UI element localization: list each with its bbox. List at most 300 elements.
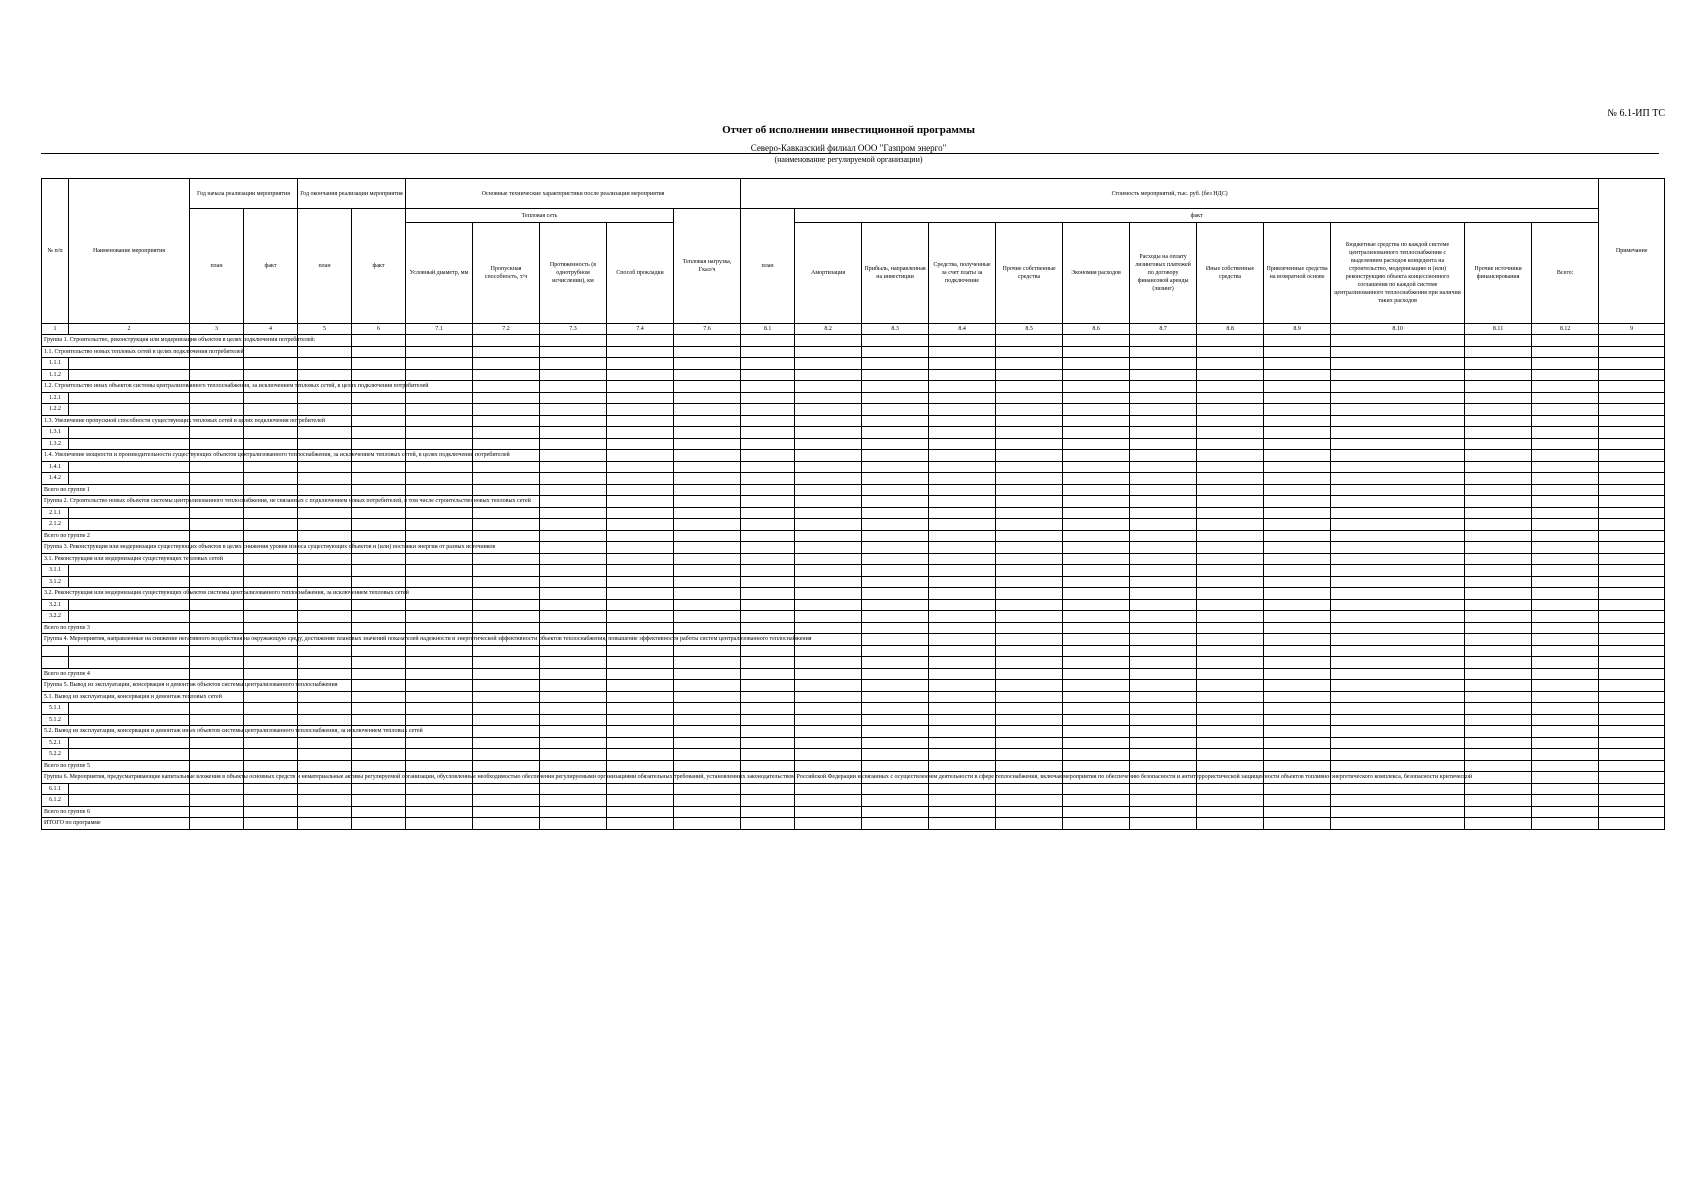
table-cell xyxy=(473,645,540,657)
header-end-plan: план xyxy=(298,209,352,324)
table-cell xyxy=(1130,427,1197,439)
table-cell xyxy=(1331,634,1465,646)
table-cell xyxy=(741,795,795,807)
table-cell xyxy=(741,461,795,473)
table-cell xyxy=(862,473,929,485)
table-cell xyxy=(244,473,298,485)
table-cell xyxy=(1465,749,1532,761)
table-row xyxy=(42,714,1665,726)
section-title: 3.1. Реконструкция или модернизация существующих тепловых сетей xyxy=(42,553,190,565)
table-cell xyxy=(190,714,244,726)
table-cell xyxy=(929,358,996,370)
total-label: Всего по группе 3 xyxy=(42,622,190,634)
table-cell xyxy=(1331,542,1465,554)
table-cell xyxy=(607,542,674,554)
table-cell xyxy=(1264,806,1331,818)
table-cell xyxy=(1130,760,1197,772)
table-cell xyxy=(1130,680,1197,692)
column-number: 8.12 xyxy=(1532,324,1599,335)
table-cell xyxy=(190,806,244,818)
table-cell xyxy=(862,726,929,738)
table-cell xyxy=(1532,726,1599,738)
table-cell xyxy=(741,737,795,749)
table-cell xyxy=(1264,795,1331,807)
table-cell xyxy=(1264,369,1331,381)
table-cell xyxy=(1599,369,1665,381)
table-cell xyxy=(862,542,929,554)
organization-caption: (наименование регулируемой организации) xyxy=(774,155,923,164)
table-cell xyxy=(1599,415,1665,427)
table-cell xyxy=(607,473,674,485)
table-cell xyxy=(1197,346,1264,358)
table-cell xyxy=(406,818,473,830)
table-cell xyxy=(996,691,1063,703)
investment-report-table xyxy=(41,178,1665,830)
table-cell xyxy=(1130,461,1197,473)
table-cell xyxy=(1599,553,1665,565)
table-cell xyxy=(1532,680,1599,692)
table-cell xyxy=(190,668,244,680)
table-cell xyxy=(862,576,929,588)
table-cell xyxy=(1130,438,1197,450)
table-cell xyxy=(298,691,352,703)
table-cell xyxy=(406,404,473,416)
table-cell xyxy=(1264,599,1331,611)
table-cell xyxy=(1130,542,1197,554)
table-cell xyxy=(1331,335,1465,347)
table-cell xyxy=(996,818,1063,830)
header-name: Наименование мероприятия xyxy=(69,179,190,324)
table-cell xyxy=(244,703,298,715)
table-cell xyxy=(1197,783,1264,795)
table-cell xyxy=(607,783,674,795)
table-cell xyxy=(1063,645,1130,657)
table-cell xyxy=(1063,599,1130,611)
table-cell xyxy=(352,657,406,669)
table-cell xyxy=(1063,691,1130,703)
table-cell xyxy=(1599,530,1665,542)
table-cell xyxy=(1465,519,1532,531)
table-cell xyxy=(1264,335,1331,347)
table-cell xyxy=(298,392,352,404)
table-cell xyxy=(795,657,862,669)
table-cell xyxy=(69,599,190,611)
table-cell xyxy=(1599,576,1665,588)
table-cell xyxy=(1130,622,1197,634)
table-cell xyxy=(540,461,607,473)
table-cell xyxy=(1063,760,1130,772)
table-cell xyxy=(1063,346,1130,358)
table-cell xyxy=(996,806,1063,818)
table-cell xyxy=(540,473,607,485)
table-cell xyxy=(1331,657,1465,669)
column-number: 8.1 xyxy=(741,324,795,335)
table-cell xyxy=(1532,542,1599,554)
table-cell xyxy=(352,818,406,830)
table-cell xyxy=(929,657,996,669)
table-cell xyxy=(1599,381,1665,393)
table-cell xyxy=(674,576,741,588)
table-cell xyxy=(352,415,406,427)
table-cell xyxy=(1532,473,1599,485)
table-cell xyxy=(473,611,540,623)
table-cell xyxy=(298,599,352,611)
table-cell xyxy=(540,599,607,611)
table-cell xyxy=(996,645,1063,657)
table-cell xyxy=(69,576,190,588)
table-cell xyxy=(1130,703,1197,715)
header-diameter: Условный диаметр, мм xyxy=(406,223,473,324)
table-cell xyxy=(795,680,862,692)
table-cell xyxy=(674,599,741,611)
table-cell xyxy=(674,680,741,692)
table-cell xyxy=(1331,680,1465,692)
table-cell xyxy=(473,404,540,416)
table-cell xyxy=(741,438,795,450)
table-cell xyxy=(1465,369,1532,381)
table-cell xyxy=(1465,484,1532,496)
table-row xyxy=(42,392,1665,404)
table-cell xyxy=(607,668,674,680)
table-cell xyxy=(1130,553,1197,565)
table-cell xyxy=(1197,703,1264,715)
table-cell xyxy=(1130,565,1197,577)
table-cell xyxy=(244,760,298,772)
table-cell xyxy=(1331,519,1465,531)
table-cell xyxy=(406,703,473,715)
table-cell xyxy=(69,358,190,370)
table-cell xyxy=(1599,737,1665,749)
table-cell xyxy=(1599,611,1665,623)
table-cell xyxy=(1130,530,1197,542)
table-cell xyxy=(1197,404,1264,416)
table-cell xyxy=(795,611,862,623)
table-cell xyxy=(1465,381,1532,393)
table-cell xyxy=(741,726,795,738)
table-cell xyxy=(1331,668,1465,680)
table-cell xyxy=(1264,714,1331,726)
table-cell xyxy=(406,484,473,496)
table-cell xyxy=(674,484,741,496)
table-cell xyxy=(244,668,298,680)
table-cell xyxy=(1264,346,1331,358)
table-cell xyxy=(1331,576,1465,588)
table-cell xyxy=(69,473,190,485)
table-cell xyxy=(1130,358,1197,370)
table-cell xyxy=(996,680,1063,692)
table-cell xyxy=(352,507,406,519)
table-cell xyxy=(674,496,741,508)
table-cell xyxy=(1532,335,1599,347)
table-cell xyxy=(540,565,607,577)
table-cell xyxy=(1197,680,1264,692)
table-cell xyxy=(1532,565,1599,577)
table-cell xyxy=(862,806,929,818)
row-number: 3.1.1 xyxy=(42,565,69,577)
table-cell xyxy=(1465,496,1532,508)
table-cell xyxy=(1599,335,1665,347)
table-cell xyxy=(352,335,406,347)
table-cell xyxy=(674,760,741,772)
table-cell xyxy=(352,553,406,565)
table-cell xyxy=(1331,726,1465,738)
table-cell xyxy=(674,473,741,485)
table-cell xyxy=(1532,461,1599,473)
table-cell xyxy=(741,450,795,462)
table-cell xyxy=(406,599,473,611)
table-cell xyxy=(1599,703,1665,715)
table-cell xyxy=(674,542,741,554)
table-cell xyxy=(929,749,996,761)
table-cell xyxy=(1264,680,1331,692)
table-cell xyxy=(1331,404,1465,416)
table-cell xyxy=(741,335,795,347)
table-cell xyxy=(473,346,540,358)
table-cell xyxy=(298,657,352,669)
table-cell xyxy=(473,680,540,692)
table-cell xyxy=(540,657,607,669)
table-cell xyxy=(1063,427,1130,439)
header-fund-borrowed: Привлеченные средства на возвратной основе xyxy=(1264,223,1331,324)
section-title: Группа 6. Мероприятия, предусматривающие капитальные вложения в объекты основных средств и нематериальные активы регулируемой организации, обусловленные необходимостью обеспечения регулируемыми организациями обязательных требований, установленных законодательством Российской Федерации и связанных с осуществлением деятельности в сфере теплоснабжения, включая мероприятия по обеспечению безопасности и антитеррористической защищенности объектов топливно-энергетического комплекса, безопасности критической xyxy=(42,772,190,784)
table-cell xyxy=(244,622,298,634)
table-cell xyxy=(244,737,298,749)
section-row xyxy=(42,691,1665,703)
table-cell xyxy=(1197,450,1264,462)
table-cell xyxy=(1264,760,1331,772)
column-number: 6 xyxy=(352,324,406,335)
table-cell xyxy=(607,438,674,450)
table-cell xyxy=(862,335,929,347)
table-cell xyxy=(674,611,741,623)
table-cell xyxy=(406,507,473,519)
table-cell xyxy=(244,783,298,795)
table-cell xyxy=(862,622,929,634)
table-cell xyxy=(1599,714,1665,726)
table-cell xyxy=(406,611,473,623)
table-cell xyxy=(929,818,996,830)
table-cell xyxy=(1264,358,1331,370)
table-cell xyxy=(1599,634,1665,646)
table-cell xyxy=(352,714,406,726)
table-cell xyxy=(1331,611,1465,623)
table-cell xyxy=(1063,588,1130,600)
table-cell xyxy=(929,346,996,358)
table-cell xyxy=(674,795,741,807)
table-cell xyxy=(1197,358,1264,370)
table-cell xyxy=(607,530,674,542)
table-row xyxy=(42,369,1665,381)
table-cell xyxy=(795,496,862,508)
table-cell xyxy=(862,507,929,519)
table-cell xyxy=(996,335,1063,347)
table-cell xyxy=(1532,703,1599,715)
table-row xyxy=(42,703,1665,715)
table-cell xyxy=(406,760,473,772)
table-cell xyxy=(795,795,862,807)
table-cell xyxy=(540,450,607,462)
column-number: 4 xyxy=(244,324,298,335)
table-cell xyxy=(1599,427,1665,439)
section-title: 5.2. Вывод из эксплуатации, консервация и демонтаж иных объектов системы централизованного теплоснабжения, за исключением тепловых сетей xyxy=(42,726,190,738)
table-cell xyxy=(741,703,795,715)
total-row xyxy=(42,530,1665,542)
column-number: 7.6 xyxy=(674,324,741,335)
table-cell xyxy=(69,519,190,531)
table-cell xyxy=(674,622,741,634)
table-cell xyxy=(406,783,473,795)
section-title: Группа 1. Строительство, реконструкция или модернизация объектов в целях подключения потребителей: xyxy=(42,335,190,347)
table-cell xyxy=(540,335,607,347)
table-row xyxy=(42,611,1665,623)
table-cell xyxy=(1465,714,1532,726)
table-cell xyxy=(741,392,795,404)
table-cell xyxy=(190,484,244,496)
table-row xyxy=(42,461,1665,473)
table-cell xyxy=(406,438,473,450)
table-cell xyxy=(795,553,862,565)
table-cell xyxy=(244,565,298,577)
table-cell xyxy=(607,484,674,496)
table-cell xyxy=(862,818,929,830)
table-cell xyxy=(69,404,190,416)
table-cell xyxy=(607,611,674,623)
table-cell xyxy=(996,438,1063,450)
table-cell xyxy=(862,450,929,462)
table-cell xyxy=(795,783,862,795)
table-cell xyxy=(929,507,996,519)
table-cell xyxy=(1331,438,1465,450)
table-cell xyxy=(473,588,540,600)
table-cell xyxy=(862,404,929,416)
table-cell xyxy=(741,749,795,761)
table-cell xyxy=(795,818,862,830)
header-fund-amortization: Амортизация xyxy=(795,223,862,324)
row-number: 1.1.2 xyxy=(42,369,69,381)
table-cell xyxy=(929,599,996,611)
table-cell xyxy=(190,392,244,404)
table-cell xyxy=(1532,392,1599,404)
table-cell xyxy=(1532,496,1599,508)
table-cell xyxy=(473,726,540,738)
table-cell xyxy=(540,576,607,588)
table-cell xyxy=(69,392,190,404)
table-cell xyxy=(352,346,406,358)
table-cell xyxy=(540,542,607,554)
table-cell xyxy=(741,622,795,634)
row-number: 6.1.2 xyxy=(42,795,69,807)
table-cell xyxy=(1063,507,1130,519)
table-cell xyxy=(69,783,190,795)
table-cell xyxy=(190,795,244,807)
table-cell xyxy=(607,381,674,393)
table-cell xyxy=(190,783,244,795)
table-cell xyxy=(1331,783,1465,795)
section-title: 1.2. Строительство иных объектов системы централизованного теплоснабжения, за исключением тепловых сетей, в целях подключения потребителей xyxy=(42,381,190,393)
table-cell xyxy=(929,427,996,439)
table-cell xyxy=(862,369,929,381)
table-cell xyxy=(607,726,674,738)
table-cell xyxy=(298,749,352,761)
table-cell xyxy=(1063,749,1130,761)
table-cell xyxy=(244,795,298,807)
table-cell xyxy=(741,415,795,427)
table-row xyxy=(42,565,1665,577)
table-cell xyxy=(1532,588,1599,600)
table-cell xyxy=(1197,599,1264,611)
table-cell xyxy=(1532,381,1599,393)
organization-underline xyxy=(41,153,1659,154)
table-cell xyxy=(352,473,406,485)
table-cell xyxy=(795,645,862,657)
table-cell xyxy=(1264,381,1331,393)
table-cell xyxy=(674,749,741,761)
row-number: 3.1.2 xyxy=(42,576,69,588)
table-cell xyxy=(1465,542,1532,554)
table-cell xyxy=(1130,749,1197,761)
table-cell xyxy=(540,369,607,381)
table-cell xyxy=(795,565,862,577)
table-cell xyxy=(473,438,540,450)
table-cell xyxy=(862,714,929,726)
table-cell xyxy=(1532,749,1599,761)
table-cell xyxy=(473,806,540,818)
table-cell xyxy=(406,737,473,749)
table-cell xyxy=(244,611,298,623)
table-cell xyxy=(1063,358,1130,370)
header-cost: Стоимость мероприятий, тыс. руб. (без НДС) xyxy=(741,179,1599,209)
section-row xyxy=(42,450,1665,462)
table-cell xyxy=(674,438,741,450)
table-cell xyxy=(1264,576,1331,588)
table-cell xyxy=(1063,737,1130,749)
table-cell xyxy=(1331,358,1465,370)
table-cell xyxy=(1130,576,1197,588)
table-cell xyxy=(406,691,473,703)
row-number: 5.2.2 xyxy=(42,749,69,761)
table-cell xyxy=(1063,335,1130,347)
table-cell xyxy=(1264,783,1331,795)
table-cell xyxy=(996,392,1063,404)
table-cell xyxy=(352,680,406,692)
table-cell xyxy=(1599,645,1665,657)
table-cell xyxy=(607,507,674,519)
table-cell xyxy=(862,484,929,496)
table-cell xyxy=(244,346,298,358)
column-number: 1 xyxy=(42,324,69,335)
table-cell xyxy=(1197,588,1264,600)
table-cell xyxy=(1532,737,1599,749)
table-cell xyxy=(741,680,795,692)
table-cell xyxy=(1130,519,1197,531)
table-cell xyxy=(1465,346,1532,358)
table-cell xyxy=(929,530,996,542)
table-cell xyxy=(1197,645,1264,657)
table-cell xyxy=(607,392,674,404)
table-cell xyxy=(352,737,406,749)
table-cell xyxy=(1063,496,1130,508)
table-cell xyxy=(352,358,406,370)
organization-name: Северо-Кавказский филиал ООО "Газпром энерго" xyxy=(750,143,947,153)
table-cell xyxy=(1063,404,1130,416)
table-cell xyxy=(406,565,473,577)
table-cell xyxy=(298,519,352,531)
table-cell xyxy=(1532,714,1599,726)
section-row xyxy=(42,553,1665,565)
table-cell xyxy=(69,461,190,473)
table-cell xyxy=(1331,553,1465,565)
table-cell xyxy=(795,519,862,531)
